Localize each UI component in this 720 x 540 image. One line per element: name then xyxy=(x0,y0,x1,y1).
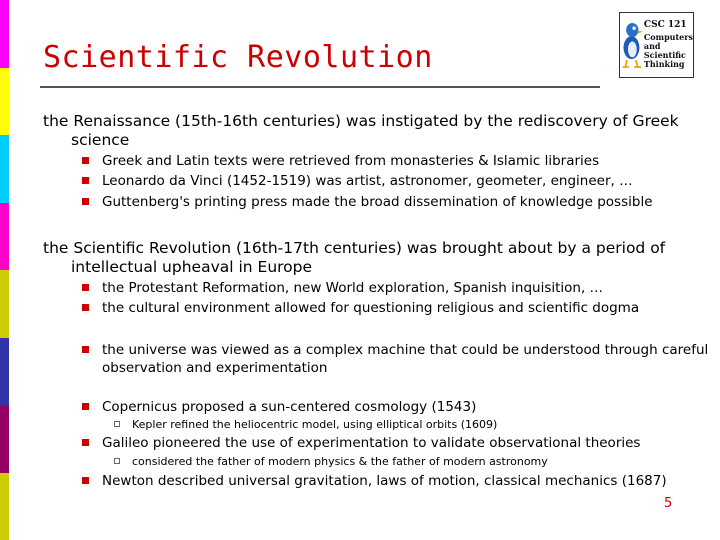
slide-title: Scientific Revolution xyxy=(43,40,433,75)
list-item xyxy=(82,152,712,170)
list-item-text: the cultural environment allowed for questioning religious and scientific dogma xyxy=(102,300,640,316)
sub-list-item xyxy=(114,418,692,432)
logo-line: Computers xyxy=(643,32,693,42)
color-bar-segment xyxy=(0,0,9,68)
list-item-text: the universe was viewed as a complex machine that could be understood through careful observation and experimentation xyxy=(102,342,709,376)
color-bar-segment xyxy=(0,68,9,136)
course-logo xyxy=(619,12,694,78)
square-bullet-icon xyxy=(82,157,89,164)
list-item-text: Copernicus proposed a sun-centered cosmology (1543) xyxy=(102,399,477,415)
color-bar-segment xyxy=(0,203,9,271)
list-item xyxy=(82,341,712,377)
list-item xyxy=(82,472,712,490)
list-item-text: Galileo pioneered the use of experimentation to validate observational theories xyxy=(102,435,641,451)
square-bullet-icon xyxy=(82,439,89,446)
list-item xyxy=(82,299,712,317)
list-item xyxy=(82,193,712,211)
logo-line: Scientific xyxy=(643,50,686,60)
list-item-text: Newton described universal gravitation, laws of motion, classical mechanics (1687) xyxy=(102,473,667,489)
color-bar-segment xyxy=(0,135,9,203)
square-bullet-icon xyxy=(82,198,89,205)
square-bullet-icon xyxy=(82,346,89,353)
sub-list-item xyxy=(114,455,692,469)
list-item xyxy=(82,279,712,297)
hollow-square-bullet-icon xyxy=(114,458,120,464)
logo-course-code: CSC 121 xyxy=(643,20,687,30)
list-item-text: Leonardo da Vinci (1452-1519) was artist, astronomer, geometer, engineer, … xyxy=(102,173,633,189)
color-bar-segment xyxy=(0,270,9,338)
list-item xyxy=(82,434,712,452)
page-number: 5 xyxy=(664,496,673,511)
color-bar-segment xyxy=(0,338,9,406)
square-bullet-icon xyxy=(82,477,89,484)
square-bullet-icon xyxy=(82,284,89,291)
hollow-square-bullet-icon xyxy=(114,421,120,427)
color-bar-segment xyxy=(0,473,9,540)
left-color-bar xyxy=(0,0,9,540)
bird-mascot-icon xyxy=(620,16,643,74)
section-scientific-revolution: the Scientific Revolution (16th-17th centuries) was brought about by a period of intellectual upheaval in Europe xyxy=(43,239,666,276)
logo-line: Thinking xyxy=(643,59,685,69)
color-bar-segment xyxy=(0,405,9,473)
list-item-text: Guttenberg's printing press made the broad dissemination of knowledge possible xyxy=(102,194,653,210)
list-item xyxy=(82,172,712,190)
logo-line: and xyxy=(643,41,661,51)
sub-list-item-text: considered the father of modern physics & the father of modern astronomy xyxy=(132,455,548,468)
square-bullet-icon xyxy=(82,304,89,311)
square-bullet-icon xyxy=(82,177,89,184)
list-item-text: the Protestant Reformation, new World exploration, Spanish inquisition, … xyxy=(102,280,604,296)
list-item xyxy=(82,398,712,416)
square-bullet-icon xyxy=(82,403,89,410)
title-underline xyxy=(40,86,600,88)
list-item-text: Greek and Latin texts were retrieved from monasteries & Islamic libraries xyxy=(102,153,600,169)
sub-list-item-text: Kepler refined the heliocentric model, using elliptical orbits (1609) xyxy=(132,418,498,431)
section-renaissance: the Renaissance (15th-16th centuries) was instigated by the rediscovery of Greek science xyxy=(43,112,679,149)
